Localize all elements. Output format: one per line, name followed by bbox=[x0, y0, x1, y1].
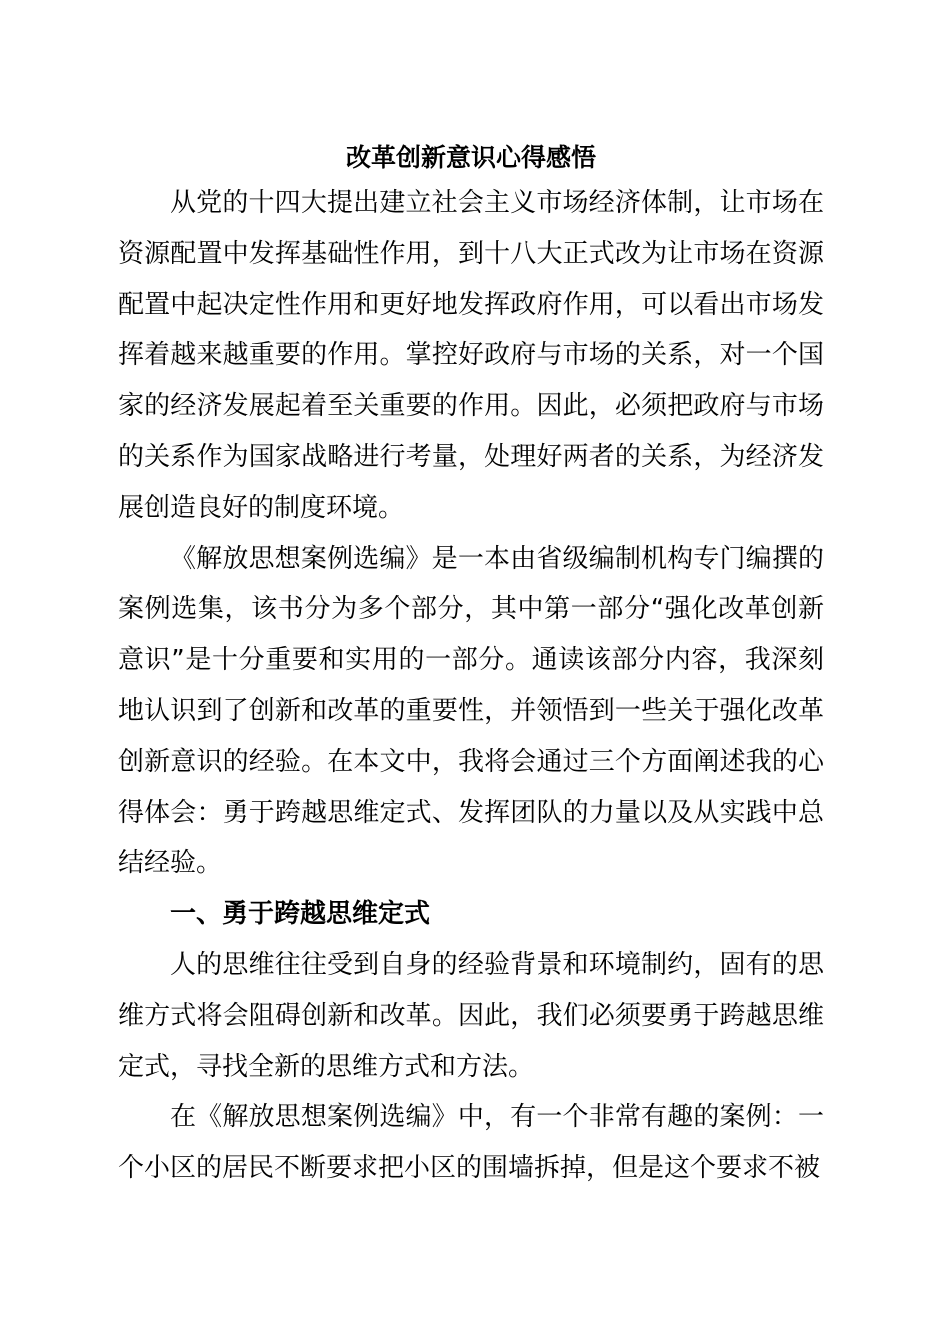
paragraph-thinking-patterns: 人的思维往往受到自身的经验背景和环境制约，固有的思维方式将会阻碍创新和改革。因此，我们必须要勇于跨越思维定式，寻找全新的思维方式和方法。 bbox=[118, 949, 824, 1082]
paragraph-case-book: 《解放思想案例选编》是一本由省级编制机构专门编撰的案例选集，该书分为多个部分，其中第一部分“强化改革创新意识”是十分重要和实用的一部分。通读该部分内容，我深刻地认识到了创新和改革的重要性，并领悟到一些关于强化改革创新意识的经验。在本文中，我将会通过三个方面阐述我的心得体会：勇于跨越思维定式、发挥团队的力量以及从实践中总结经验。 bbox=[118, 543, 824, 879]
paragraph-case-example: 在《解放思想案例选编》中，有一个非常有趣的案例：一个小区的居民不断要求把小区的围墙拆掉，但是这个要求不被 bbox=[118, 1102, 824, 1184]
document-page bbox=[118, 138, 824, 1194]
document-title: 改革创新意识心得感悟 bbox=[345, 143, 596, 172]
paragraph-market-economy: 从党的十四大提出建立社会主义市场经济体制，让市场在资源配置中发挥基础性作用，到十八大正式改为让市场在资源配置中起决定性作用和更好地发挥政府作用，可以看出市场发挥着越来越重要的作用。掌控好政府与市场的关系，对一个国家的经济发展起着至关重要的作用。因此，必须把政府与市场的关系作为国家战略进行考量，处理好两者的关系，为经济发展创造良好的制度环境。 bbox=[118, 188, 824, 523]
section-heading: 一、勇于跨越思维定式 bbox=[170, 899, 431, 930]
